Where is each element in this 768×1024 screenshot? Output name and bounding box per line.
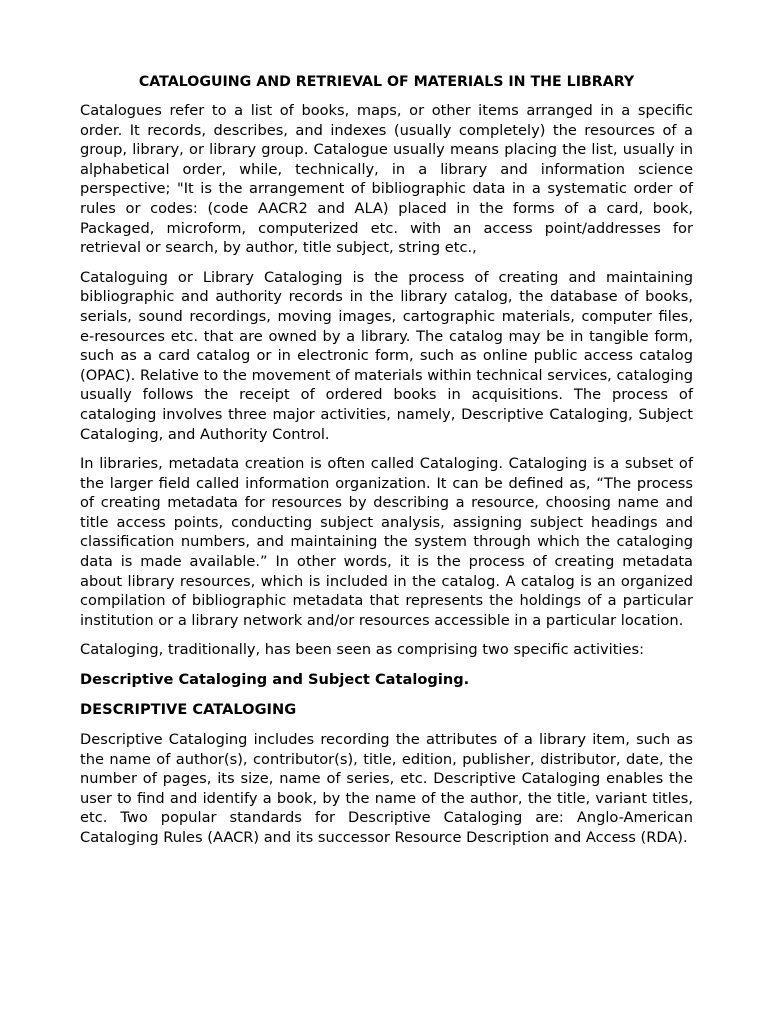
paragraph-catalogues-definition: Catalogues refer to a list of books, maps, or other items arranged in a specific order. It records, describes, and indexes (usually completely) the resources of a group, library, or library group. Catalogue usually means placing the list, usually in alphabetical order, while, technically, in a library and information science perspective; "It is the arrangement of bibliographic data in a systematic order of rules or codes: (code AACR2 and ALA) placed in the forms of a card, book, Packaged, microform, computerized etc. with an access point/addresses for retrieval or search, by author, title subject, string etc., — [80, 102, 693, 257]
document-page — [80, 72, 693, 858]
subheading-descriptive-cataloging: DESCRIPTIVE CATALOGING — [80, 701, 297, 719]
paragraph-metadata-creation: In libraries, metadata creation is often called Cataloging. Cataloging is a subset of the larger field called information organization. It can be defined as, “The process of creating metadata for resources by describing a resource, choosing name and title access points, conducting subject analysis, assigning subject headings and classification numbers, and maintaining the system through which the cataloging data is made available.” In other words, it is the process of creating metadata about library resources, which is included in the catalog. A catalog is an organized compilation of bibliographic metadata that represents the holdings of a particular institution or a library network and/or resources accessible in a particular location. — [80, 455, 693, 629]
subheading-descriptive-and-subject: Descriptive Cataloging and Subject Cataloging. — [80, 671, 470, 689]
paragraph-cataloguing-process: Cataloguing or Library Cataloging is the process of creating and maintaining bibliographic and authority records in the library catalog, the database of books, serials, sound recordings, moving images, cartographic materials, computer files, e-resources etc. that are owned by a library. The catalog may be in tangible form, such as a card catalog or in electronic form, such as online public access catalog (OPAC). Relative to the movement of materials within technical services, cataloging usually follows the receipt of ordered books in acquisitions. The process of cataloging involves three major activities, namely, Descriptive Cataloging, Subject Cataloging, and Authority Control. — [80, 268, 693, 443]
document-title: CATALOGUING AND RETRIEVAL OF MATERIALS IN THE LIBRARY — [138, 74, 635, 90]
paragraph-descriptive-cataloging: Descriptive Cataloging includes recording the attributes of a library item, such as the name of author(s), contributor(s), title, edition, publisher, distributor, date, the number of pages, its size, name of series, etc. Descriptive Cataloging enables the user to find and identify a book, by the name of the author, the title, variant titles, etc. Two popular standards for Descriptive Cataloging are: Anglo-American Cataloging Rules (AACR) and its successor Resource Description and Access (RDA). — [80, 731, 693, 846]
paragraph-two-activities: Cataloging, traditionally, has been seen as comprising two specific activities: — [80, 641, 644, 659]
